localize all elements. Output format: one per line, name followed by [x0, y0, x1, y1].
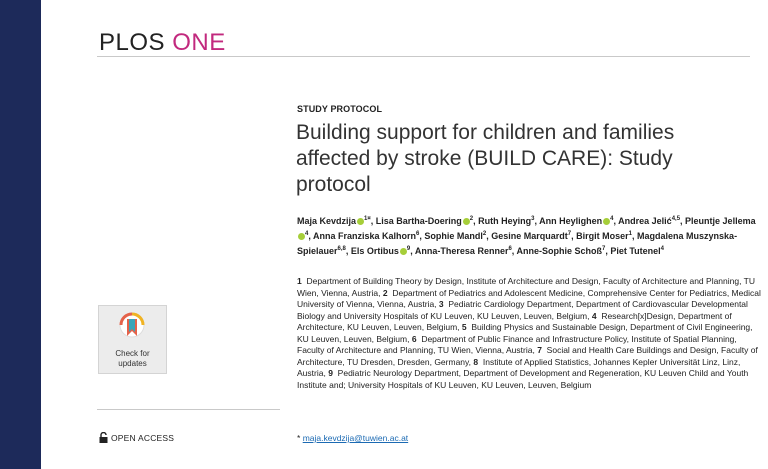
- author-separator: ,: [473, 216, 479, 226]
- author-name: Andrea Jelić: [618, 216, 672, 226]
- author[interactable]: [491, 231, 576, 241]
- author-separator: ,: [486, 231, 492, 241]
- author[interactable]: [516, 246, 610, 256]
- affiliation-number: 2: [382, 287, 388, 298]
- author-affiliation-sup: 1: [628, 231, 633, 237]
- author[interactable]: [424, 231, 491, 241]
- author[interactable]: [610, 246, 664, 256]
- orcid-icon[interactable]: [463, 218, 470, 225]
- journal-name-one: ONE: [172, 29, 226, 56]
- orcid-icon[interactable]: [357, 218, 364, 225]
- header-divider: [97, 56, 750, 57]
- orcid-icon[interactable]: [298, 233, 305, 240]
- left-color-bar: [0, 0, 41, 469]
- author-separator: ,: [419, 231, 425, 241]
- orcid-icon[interactable]: [400, 248, 407, 255]
- author-name: Pleuntje Jellema: [685, 216, 756, 226]
- correspondence: [297, 433, 408, 443]
- check-label-line2: updates: [118, 359, 147, 368]
- author-affiliation-sup: 4: [660, 246, 665, 252]
- author-name: Anne-Sophie Schoß: [516, 246, 602, 256]
- author-name: Ruth Heying: [478, 216, 532, 226]
- affiliation-list: [297, 276, 762, 391]
- author-name: Maja Kevdzija: [297, 216, 357, 226]
- affiliation-number: 1: [297, 276, 302, 286]
- affiliation-text: Pediatric Neurology Department, Department of Development and Regeneration, KU Leuven Child and Youth Institute and; University Hospitals of KU Leuven, KU Leuven, Leuven, Belgium: [297, 368, 749, 390]
- author[interactable]: [478, 216, 539, 226]
- author-affiliation-sup: 3: [531, 216, 535, 222]
- author-affiliation-sup: 4: [610, 216, 614, 222]
- author-separator: ,: [511, 246, 517, 256]
- author[interactable]: [313, 231, 424, 241]
- check-label-line1: Check for: [115, 349, 150, 358]
- author-separator: ,: [534, 216, 540, 226]
- author-list: [297, 213, 757, 258]
- article-type: STUDY PROTOCOL: [297, 104, 383, 114]
- author-affiliation-sup: 1¤: [364, 216, 371, 222]
- affiliation-number: 8: [473, 356, 479, 367]
- author-separator: ,: [680, 216, 686, 226]
- author-affiliation-sup: 6: [416, 231, 420, 237]
- affiliation-text: Building Physics and Sustainable Design, Department of Civil Engineering, KU Leuven, Leuven, Belgium,: [297, 322, 753, 344]
- author-affiliation-sup: 7: [601, 246, 606, 252]
- affiliation-text: Pediatric Cardiology Department, Department of Cardiovascular Developmental Biology and University Hospitals of KU Leuven, KU Leuven, Leuven, Belgium,: [297, 299, 748, 321]
- article-title: Building support for children and families affected by stroke (BUILD CARE): Study protocol: [296, 121, 675, 196]
- affiliation-text: Institute of Applied Statistics, Johannes Kepler Universität Linz, Linz, Austria,: [297, 356, 741, 378]
- author-name: Anna Franziska Kalhorn: [313, 231, 417, 241]
- affiliation-number: 5: [461, 322, 467, 332]
- email-link[interactable]: maja.kevdzija@tuwien.ac.at: [302, 433, 409, 443]
- affiliation-item: [297, 368, 748, 390]
- affiliation-number: 7: [537, 345, 542, 355]
- author-separator: ,: [632, 231, 638, 241]
- author-separator: ,: [308, 231, 314, 241]
- author-name: Magdalena Muszynska-Spielauer: [297, 231, 738, 256]
- affiliation-number: 3: [438, 299, 444, 309]
- affiliation-number: 6: [411, 333, 417, 344]
- author-name: Lisa Bartha-Doering: [375, 216, 462, 226]
- journal-logo[interactable]: [99, 29, 226, 57]
- author-affiliation-sup: 2: [482, 231, 487, 237]
- author[interactable]: [351, 246, 415, 256]
- author-affiliation-sup: 6,8: [337, 246, 346, 252]
- author-affiliation-sup: 2: [469, 216, 474, 222]
- author-affiliation-sup: 4: [305, 231, 309, 237]
- affiliation-text: Social and Health Care Buildings and Design, Faculty of Architecture, TU Dresden, Dresden, Germany,: [297, 345, 758, 367]
- open-access-badge: [99, 432, 174, 443]
- check-for-updates-label: [99, 349, 166, 369]
- author[interactable]: [376, 216, 478, 226]
- author-name: Piet Tutenel: [610, 246, 661, 256]
- author-separator: ,: [571, 231, 577, 241]
- author-separator: ,: [605, 246, 611, 256]
- author-name: Anna-Theresa Renner: [414, 246, 509, 256]
- open-access-label: OPEN ACCESS: [111, 433, 175, 443]
- open-lock-icon: [99, 432, 108, 443]
- author-name: Els Ortibus: [350, 246, 399, 256]
- affiliation-text: Department of Building Theory by Design, Institute of Architecture and Design, Faculty of Architecture and Planning, TU Wien, Vienna, Austria,: [297, 276, 756, 298]
- author-separator: ,: [345, 246, 351, 256]
- journal-name-plos: PLOS: [99, 29, 166, 56]
- author-separator: ,: [613, 216, 619, 226]
- author[interactable]: [539, 216, 618, 226]
- author-affiliation-sup: 9: [406, 246, 411, 252]
- correspondence-marker: *: [297, 433, 301, 443]
- author[interactable]: [297, 216, 376, 226]
- bookmark-icon: [119, 312, 145, 344]
- author-name: Birgit Moser: [576, 231, 629, 241]
- author-affiliation-sup: 6: [508, 246, 512, 252]
- affiliation-text: Research[x]Design, Department of Architecture, KU Leuven, Leuven, Belgium,: [297, 310, 732, 332]
- affiliation-number: 9: [328, 368, 333, 378]
- author-affiliation-sup: 7: [567, 231, 572, 237]
- affiliation-text: Department of Pediatrics and Adolescent Medicine, Comprehensive Center for Pediatrics, Medical University of Vienna, Vienna, Austria,: [297, 287, 761, 309]
- author-separator: ,: [410, 246, 415, 256]
- author[interactable]: [415, 246, 517, 256]
- affiliation-number: 4: [591, 310, 597, 321]
- author-name: Gesine Marquardt: [491, 231, 568, 241]
- author[interactable]: [576, 231, 637, 241]
- author-name: Sophie Mandl: [424, 231, 483, 241]
- sidebar-divider: [97, 409, 280, 410]
- author[interactable]: [618, 216, 685, 226]
- author-affiliation-sup: 4,5: [671, 216, 681, 222]
- author-separator: ,: [370, 216, 376, 226]
- author-name: Ann Heylighen: [539, 216, 603, 226]
- check-for-updates-badge[interactable]: [98, 305, 167, 374]
- affiliation-text: Department of Public Finance and Infrastructure Policy, Institute of Spatial Planning, Faculty of Architecture and Planning, TU Wien, Vienna, Austria,: [297, 333, 737, 355]
